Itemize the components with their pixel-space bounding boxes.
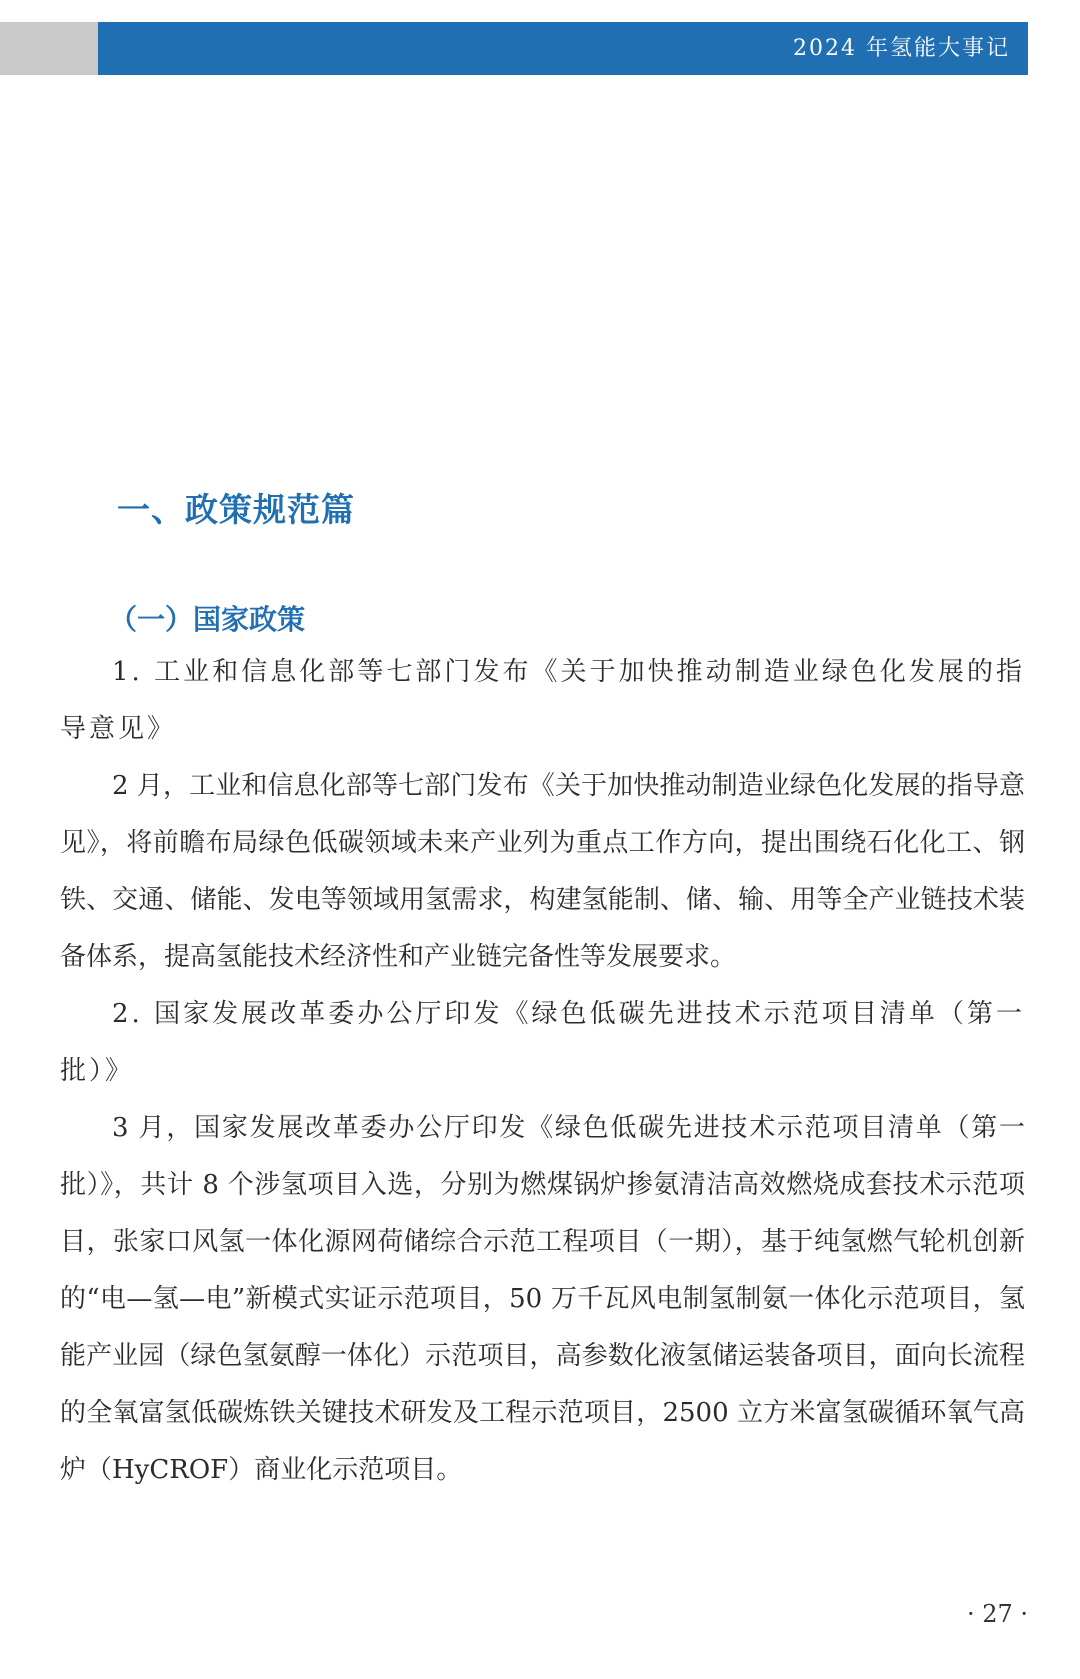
body-paragraph-2: 3 月，国家发展改革委办公厅印发《绿色低碳先进技术示范项目清单（第一批）》，共计 8 个涉氢项目入选，分别为燃煤锅炉掺氨清洁高效燃烧成套技术示范项目，张家口风氢一体化源网荷储综合示范工程项目（一期），基于纯氢燃气轮机创新的“电—氢—电”新模式实证示范项目，50 万千瓦风电制氢制氨一体化示范项目，氢能产业园（绿色氢氨醇一体化）示范项目，高参数化液氢储运装备项目，面向长流程的全氧富氢低碳炼铁关键技术研发及工程示范项目，2500 立方米富氢碳循环氧气高炉（HyCROF）商业化示范项目。 xyxy=(60,1113,1025,1485)
item-title-2: 2. 国家发展改革委办公厅印发《绿色低碳先进技术示范项目清单（第一批）》 xyxy=(60,999,1025,1086)
item-title-1: 1. 工业和信息化部等七部门发布《关于加快推动制造业绿色化发展的指导意见》 xyxy=(60,657,1025,744)
body-paragraph-1: 2 月，工业和信息化部等七部门发布《关于加快推动制造业绿色化发展的指导意见》，将前瞻布局绿色低碳领域未来产业列为重点工作方向，提出围绕石化化工、钢铁、交通、储能、发电等领域用氢需求，构建氢能制、储、输、用等全产业链技术装备体系，提高氢能技术经济性和产业链完备性等发展要求。 xyxy=(60,771,1025,972)
subsection-title: （一）国家政策 xyxy=(109,603,306,636)
header-bar xyxy=(98,22,1028,75)
running-header-title: 2024 年氢能大事记 xyxy=(793,36,1010,61)
body-content xyxy=(60,644,1025,1499)
header-gray-block xyxy=(0,22,98,75)
section-title: 一、政策规范篇 xyxy=(117,490,355,529)
page-number: · 27 · xyxy=(966,1600,1028,1628)
